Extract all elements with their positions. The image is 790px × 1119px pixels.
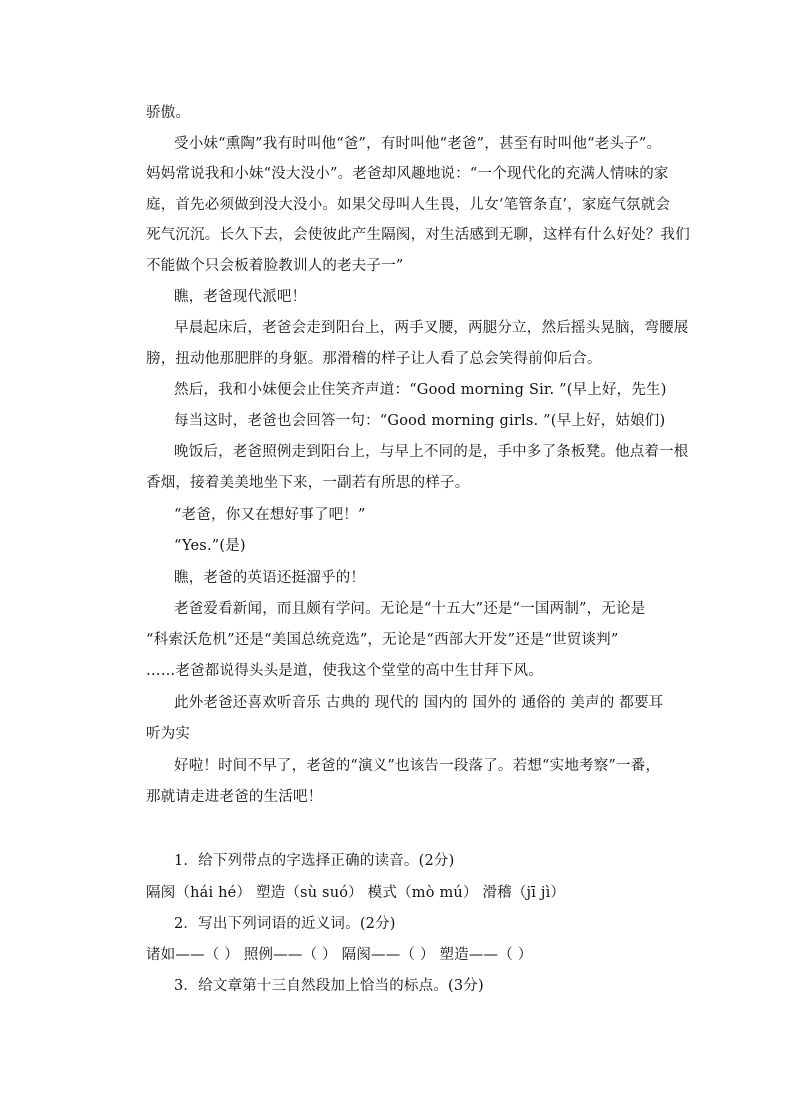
paragraph-line: 骄傲。 [146, 105, 191, 121]
paragraph-line: 听为实 [146, 726, 191, 742]
paragraph-line: “老爸，你又在想好事了吧！” [174, 507, 366, 523]
paragraph-line: 瞧，老爸的英语还挺溜乎的！ [174, 570, 366, 586]
paragraph-line: 好啦！时间不早了，老爸的“演义”也该告一段落了。若想“实地考察”一番， [174, 758, 661, 774]
paragraph-line: 不能做个只会板着脸教训人的老夫子一” [146, 258, 404, 274]
paragraph-line: ……老爸都说得头头是道，使我这个堂堂的高中生甘拜下风。 [146, 663, 543, 679]
paragraph-line: 早晨起床后，老爸会走到阳台上，两手叉腰，两腿分立，然后摇头晃脑，弯腰展 [174, 320, 689, 336]
paragraph-line: 死气沉沉。长久下去，会使彼此产生隔阂，对生活感到无聊，这样有什么好处？我们 [146, 227, 690, 243]
paragraph-line: 然后，我和小妹便会止住笑齐声道：“Good morning Sir. ”(早上好，先生) [174, 382, 667, 398]
paragraph-line: 庭，首先必须做到没大没小。如果父母叫人生畏，儿女‘笔管条直’，家庭气氛就会 [146, 197, 671, 213]
question-3: 3．给文章第十三自然段加上恰当的标点。(3分) [174, 978, 484, 994]
question-1: 1．给下列带点的字选择正确的读音。(2分) [174, 853, 455, 869]
paragraph-line: 瞧，老爸现代派吧！ [174, 289, 307, 305]
paragraph-line: “Yes.”(是) [174, 538, 246, 554]
paragraph-line: 妈妈常说我和小妹“没大没小”。老爸却风趣地说：“一个现代化的充满人情味的家 [146, 166, 669, 182]
paragraph-line: 晚饭后，老爸照例走到阳台上，与早上不同的是，手中多了条板凳。他点着一根 [174, 444, 689, 460]
paragraph-line: 受小妹“熏陶”我有时叫他“爸”，有时叫他“老爸”，甚至有时叫他“老头子”。 [174, 136, 662, 152]
question-1-options: 隔阂（hái hé） 塑造（sù suó） 模式（mò mú） 滑稽（jī jì） [146, 885, 566, 901]
question-2: 2．写出下列词语的近义词。(2分) [174, 916, 396, 932]
paragraph-line: 香烟，接着美美地坐下来，一副若有所思的样子。 [146, 475, 470, 491]
paragraph-line: 老爸爱看新闻，而且颇有学问。无论是“十五大”还是“一国两制”，无论是 [174, 601, 646, 617]
paragraph-line: 此外老爸还喜欢听音乐 古典的 现代的 国内的 国外的 通俗的 美声的 都要耳 [174, 695, 664, 711]
paragraph-line: 每当这时，老爸也会回答一句：“Good morning girls. ”(早上好，姑娘们) [174, 413, 666, 429]
paragraph-line: 那就请走进老爸的生活吧！ [146, 789, 323, 805]
paragraph-line: “科索沃危机”还是“美国总统竞选”，无论是“西部大开发”还是“世贸谈判” [146, 632, 619, 648]
paragraph-line: 膀，扭动他那肥胖的身躯。那滑稽的样子让人看了总会笑得前仰后合。 [146, 351, 602, 367]
question-2-blanks: 诸如——（ ） 照例——（ ） 隔阂——（ ） 塑造——（ ） [146, 947, 533, 963]
